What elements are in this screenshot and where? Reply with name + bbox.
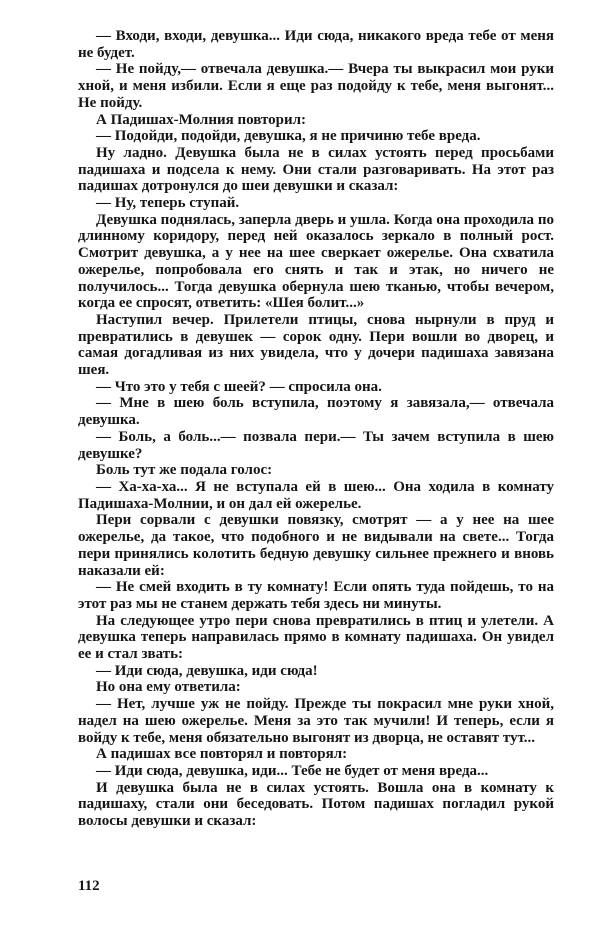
- paragraph: — Нет, лучше уж не пойду. Прежде ты покрасил мне руки хной, надел на шею ожерелье. Меня за это так мучили! И теперь, если я войду к тебе, меня обязательно выгонят из дворца, не оставят тут...: [78, 696, 554, 746]
- paragraph: А Падишах-Молния повторил:: [96, 111, 307, 128]
- paragraph: — Не смей входить в ту комнату! Если опять туда пойдешь, то на этот раз мы не станем держать тебя здесь ни минуты.: [78, 579, 554, 612]
- paragraph: Но она ему ответила:: [96, 679, 241, 696]
- page-text: [78, 28, 554, 830]
- paragraph: Ну ладно. Девушка была не в силах устоять перед просьбами падишаха и подсела к нему. Они стали разговаривать. На этот раз падишах дотронулся до шеи девушки и сказал:: [78, 144, 554, 195]
- paragraph: Наступил вечер. Прилетели птицы, снова нырнули в пруд и превратились в девушек — сорок одну. Пери вошли во дворец, и самая догадливая из них увидела, что у дочери падишаха завязана шея.: [78, 311, 554, 379]
- paragraph: — Иди сюда, девушка, иди... Тебе не будет от меня вреда...: [96, 762, 489, 779]
- paragraph: Девушка поднялась, заперла дверь и ушла. Когда она проходила по длинному коридору, перед ней оказалось зеркало в полный рост. Смотрит девушка, а у нее на шее сверкает ожерелье. Она схватила ожерелье, попробовала его снять и так и этак, но ничего не получилось... Тогда девушка обернула шею тканью, чтобы вечером, когда ее спросят, ответить: «Шея болит...»: [78, 211, 554, 312]
- paragraph: А падишах все повторял и повторял:: [96, 746, 348, 763]
- paragraph: — Ну, теперь ступай.: [96, 195, 240, 212]
- paragraph: И девушка была не в силах устоять. Вошла она в комнату к падишаху, стали они беседовать. Потом падишах погладил рукой волосы девушки и сказал:: [78, 779, 554, 830]
- paragraph: — Подойди, подойди, девушка, я не причиню тебе вреда.: [96, 128, 481, 145]
- paragraph: — Ха-ха-ха... Я не вступала ей в шею... Она ходила в комнату Падишаха-Молнии, и он дал ей ожерелье.: [78, 478, 554, 512]
- page-number: 112: [78, 878, 100, 894]
- paragraph: Пери сорвали с девушки повязку, смотрят — а у нее на шее ожерелье, да такое, что подобного и не видывали на свете... Тогда пери принялись колотить бедную девушку сильнее прежнего и вновь наказали ей:: [78, 512, 554, 579]
- paragraph: На следующее утро пери снова превратились в птиц и улетели. А девушка теперь направилась прямо в комнату падишаха. Он увидел ее и стал звать:: [78, 612, 554, 663]
- paragraph: — Не пойду,— отвечала девушка.— Вчера ты выкрасил мои руки хной, и меня избили. Если я еще раз подойду к тебе, меня выгонят... Не пойду.: [78, 61, 554, 111]
- paragraph: — Входи, входи, девушка... Иди сюда, никакого вреда тебе от меня не будет.: [78, 28, 554, 61]
- paragraph: — Иди сюда, девушка, иди сюда!: [96, 662, 318, 679]
- paragraph: — Мне в шею боль вступила, поэтому я завязала,— отвечала девушка.: [78, 395, 554, 429]
- paragraph: — Боль, а боль...— позвала пери.— Ты зачем вступила в шею девушке?: [78, 428, 554, 462]
- paragraph: — Что это у тебя с шеей? — спросила она.: [96, 378, 382, 395]
- paragraph: Боль тут же подала голос:: [96, 462, 273, 479]
